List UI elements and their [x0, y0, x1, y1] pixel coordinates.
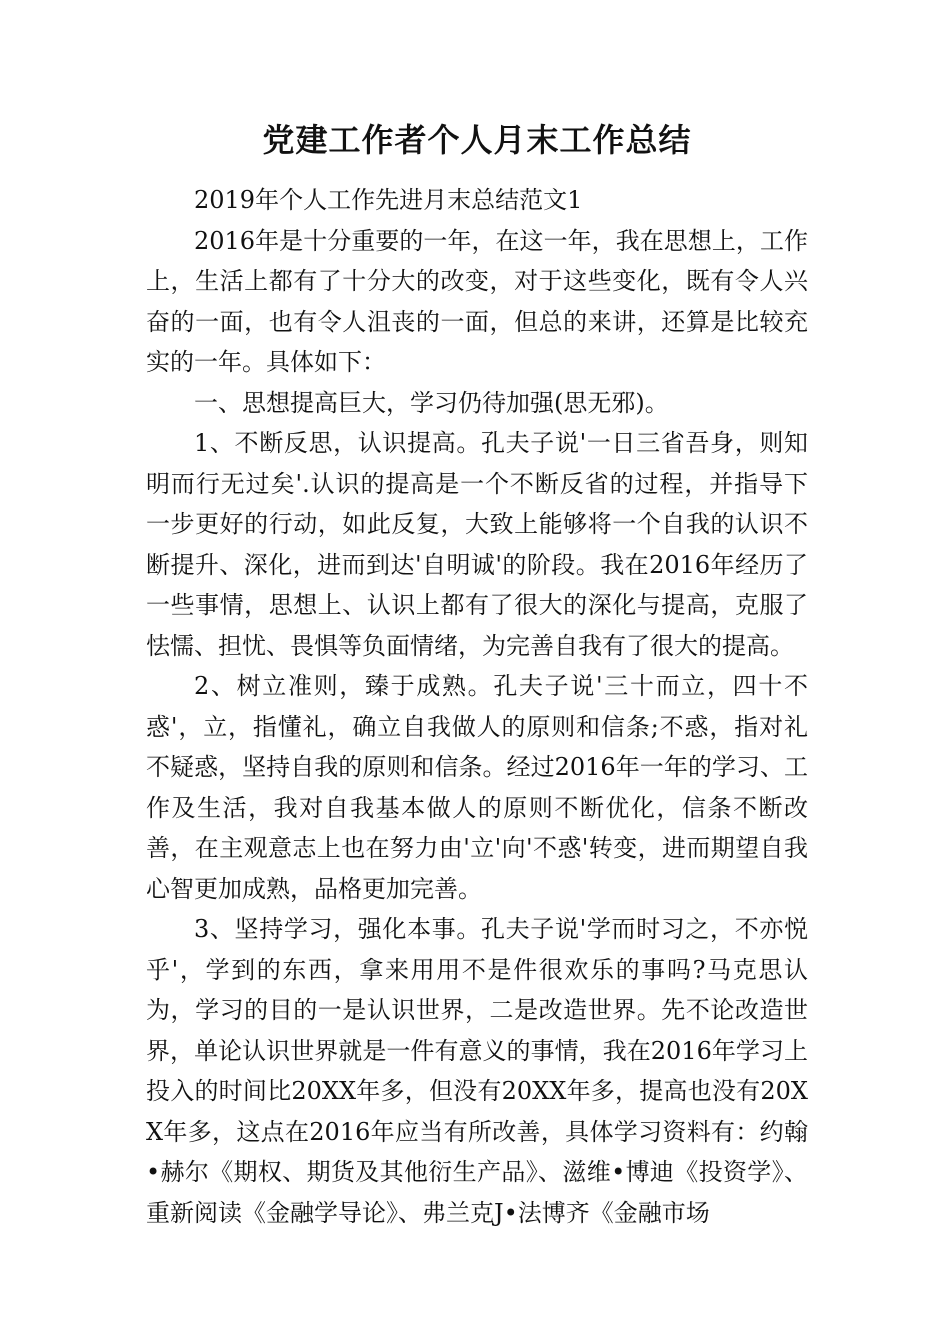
document-title: 党建工作者个人月末工作总结	[262, 121, 692, 159]
document-body	[146, 112, 808, 1233]
paragraph-subtitle: 2019年个人工作先进月末总结范文1	[194, 186, 583, 214]
paragraph-point-2: 2、树立准则，臻于成熟。孔夫子说'三十而立，四十不惑'，立，指懂礼，确立自我做人的原则和信条;不惑，指对礼不疑惑，坚持自我的原则和信条。经过2016年一年的学习、工作及生活，我对自我基本做人的原则不断优化，信条不断改善，在主观意志上也在努力由'立'向'不惑'转变，进而期望自我心智更加成熟，品格更加完善。	[146, 672, 808, 903]
paragraph-point-1: 1、不断反思，认识提高。孔夫子说'一日三省吾身，则知明而行无过矣'.认识的提高是一个不断反省的过程，并指导下一步更好的行动，如此反复，大致上能够将一个自我的认识不断提升、深化，进而到达'自明诚'的阶段。我在2016年经历了一些事情，思想上、认识上都有了很大的深化与提高，克服了怯懦、担忧、畏惧等负面情绪，为完善自我有了很大的提高。	[146, 429, 808, 660]
section-heading: 一、思想提高巨大，学习仍待加强(思无邪)。	[194, 388, 669, 417]
paragraph-point-3: 3、坚持学习，强化本事。孔夫子说'学而时习之，不亦悦乎'，学到的东西，拿来用用不是件很欢乐的事吗?马克思认为，学习的目的一是认识世界，二是改造世界。先不论改造世界，单论认识世界就是一件有意义的事情，我在2016年学习上投入的时间比20XX年多，但没有20XX年多，提高也没有20XX年多，这点在2016年应当有所改善，具体学习资料有：约翰•赫尔《期权、期货及其他衍生产品》、滋维•博迪《投资学》、重新阅读《金融学导论》、弗兰克J•法博齐《金融市场	[146, 915, 808, 1227]
paragraph-intro: 2016年是十分重要的一年，在这一年，我在思想上，工作上，生活上都有了十分大的改变，对于这些变化，既有令人兴奋的一面，也有令人沮丧的一面，但总的来讲，还算是比较充实的一年。具体如下：	[146, 226, 808, 376]
